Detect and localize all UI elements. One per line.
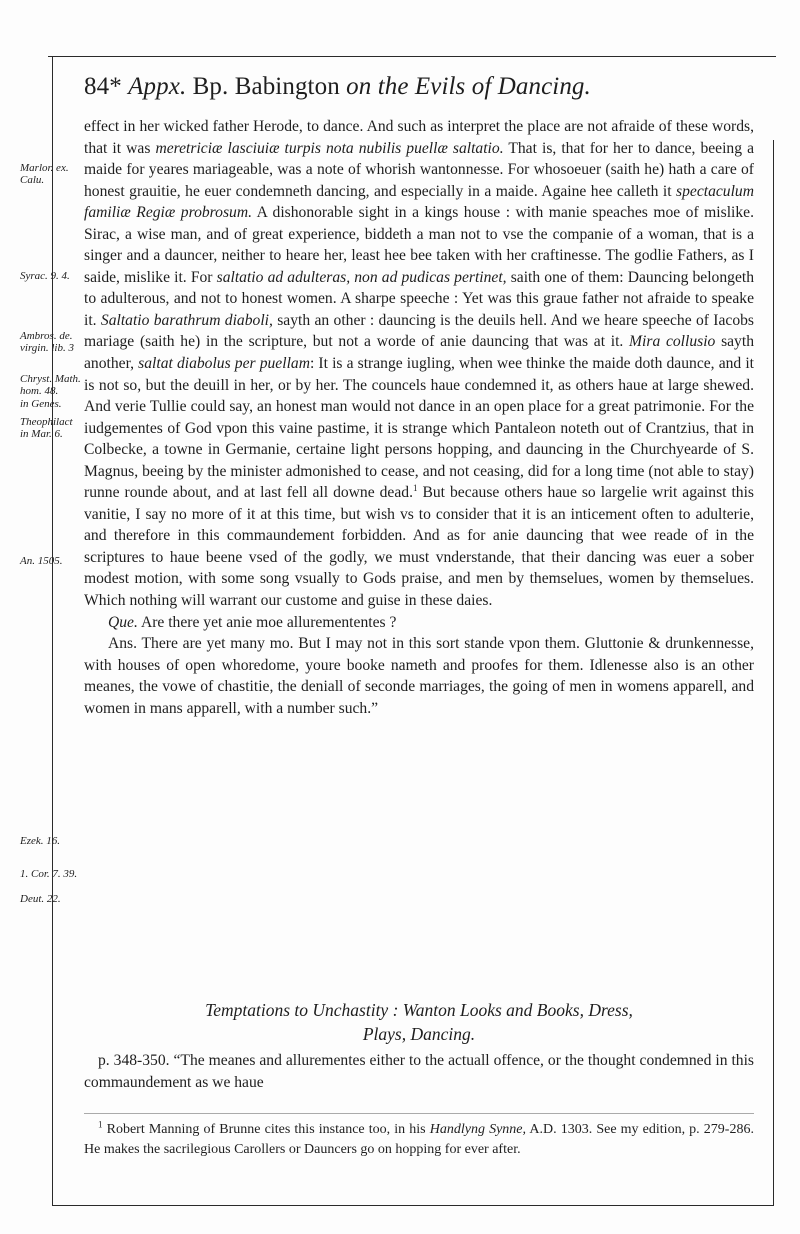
question-text: Are there yet anie moe alluremententes ? [140, 613, 397, 631]
answer-text: There are yet many mo. But I may not in this sort stande vpon them. Gluttonie & drunkennesse, with houses of open whoredome, youre booke nameth and proofes for them. Idlenesse also is an other meanes, the vowe of chastitie, the deniall of seconde marriages, the going of men in womens apparell, and women in mans apparell, with a number such.” [84, 635, 754, 717]
footnote-divider [84, 1113, 754, 1114]
question-label: Que. [108, 613, 138, 631]
answer-paragraph [84, 633, 754, 719]
body-text-run: That is, that for her to dance, beeing a maide for yeares mariageable, was a note of whorish wantonnesse. For whosoeuer (saith he) hath a care of honest grauitie, he euer condemneth dancing, and especially in a maide. Againe hee calleth it [84, 139, 755, 200]
footnote-text: Robert Manning of Brunne cites this instance too, in his [102, 1122, 430, 1137]
margin-note-cor: 1. Cor. 7. 39. [20, 868, 78, 880]
running-head [84, 72, 764, 106]
body-paragraph [84, 116, 754, 612]
body-text-run: saith one of them: Dauncing belongeth to adulterous, and not to honest women. A sharpe speeche : Yet was this graue father not afraide to speake it. [84, 268, 755, 329]
footnote-marker: 1 [98, 1119, 103, 1130]
section-heading-line: Temptations to Unchastity : Wanton Looks and Books, Dress, [205, 1000, 633, 1020]
left-frame-rule [52, 56, 53, 1206]
margin-note-theophilact: Theophilact in Mar. 6. [20, 416, 73, 440]
right-frame-rule [773, 140, 774, 1206]
footnote [84, 1120, 754, 1159]
margin-note-year: An. 1505. [20, 555, 63, 567]
margin-note-ambros: Ambros. de. virgin. lib. 3 [20, 330, 74, 354]
margin-note-genes: in Genes. [20, 398, 62, 410]
latin-quote: meretriciæ lasciuiæ turpis nota nubilis puellæ saltatio. [155, 139, 504, 157]
page-number: 84* [84, 73, 122, 100]
footnote-text: A.D. 1303. See my edition, p. 279-286. He makes the sacrilegious Carollers or Dauncers go on hopping for ever after. [84, 1122, 754, 1157]
margin-note-chryst: Chryst. Math. hom. 48. [20, 373, 81, 397]
answer-label: Ans. [108, 635, 138, 653]
body-text-run: But because others haue so largelie writ against this vanitie, I say no more of it at this time, but wish vs to consider that it is an inticement often to adulterie, and therefore in this commaundement forbidden. And as for anie dauncing that wee reade of in the scriptures to haue beene vsed of the godly, we must vnderstande, that their dancing was euer a sober modest motion, with some song vsually to Gods praise, and men by themselues, women by themselues. Which nothing will warrant our custome and guise in these daies. [84, 484, 754, 610]
footnote-reference[interactable]: 1 [412, 483, 418, 494]
margin-note-deut: Deut. 22. [20, 893, 61, 905]
body-text-run: sayth another, [84, 333, 754, 373]
bottom-frame-rule [52, 1205, 774, 1206]
head-author: Bp. Babington [192, 73, 340, 100]
body-text-run: sayth an other : dauncing is the deuils hell. And we heare speeche of Iacobs mariage (saith he) in the scripture, but not a worde of anie dauncing that was at it. [84, 311, 754, 351]
margin-note-syrac: Syrac. 9. 4. [20, 270, 70, 282]
section-heading [84, 998, 754, 1046]
body-text-run: : It is a strange iugling, when wee thinke the maide doth daunce, and it is not so, but the deuill in her, or by her. The councels haue condemned it, as others haue at large shewed. And verie Tullie could say, an honest man would not dance in an open place for a great patrimonie. For the iudgementes of God vpon this vaine pastime, it is strange which Pantaleon noteth out of Crantzius, that in Colbecke, a towne in Germanie, certaine light persons hopping, and dauncing in the Churchyearde of S. Magnus, beeing by the minister admonished to cease, and not ceasing, did for a long time (not able to stay) runne rounde about, and at last fell all downe dead. [84, 355, 755, 502]
latin-quote: Mira collusio [629, 333, 716, 351]
latin-quote: Saltatio barathrum diaboli, [100, 311, 273, 329]
latin-quote: saltatio ad adulteras, non ad pudicas pertinet, [216, 268, 507, 286]
question-paragraph [84, 612, 754, 634]
head-title: on the Evils of Dancing. [346, 73, 591, 100]
body-text-run: effect in her wicked father Herode, to dance. And such as interpret the place are not afraide of these words, that it was [84, 118, 754, 157]
body-text-run: A dishonorable sight in a kings house : with manie speaches moe of mislike. Sirac, a wise man, and of great experience, biddeth a man not to vse the companie of a woman, that is a singer and a dauncer, neither to heare her, least hee bee taken with her craftinesse. The godlie Fathers, as I saide, mislike it. For [84, 204, 754, 286]
section-heading-line: Plays, Dancing. [362, 1024, 476, 1044]
latin-quote: saltat diabolus per puellam [138, 355, 310, 373]
footnote-book-title: Handlyng Synne, [429, 1122, 527, 1137]
main-body-text [84, 116, 754, 719]
margin-note-marlor: Marlor. ex. Calu. [20, 162, 69, 186]
margin-note-ezek: Ezek. 16. [20, 835, 61, 847]
head-appendix: Appx. [128, 73, 187, 100]
section-paragraph: p. 348-350. “The meanes and allurementes either to the actuall offence, or the thought condemned in this commaundement as we haue [84, 1052, 754, 1091]
latin-quote: spectaculum familiæ Regiæ probrosum. [84, 182, 754, 222]
top-frame-rule [48, 56, 776, 57]
